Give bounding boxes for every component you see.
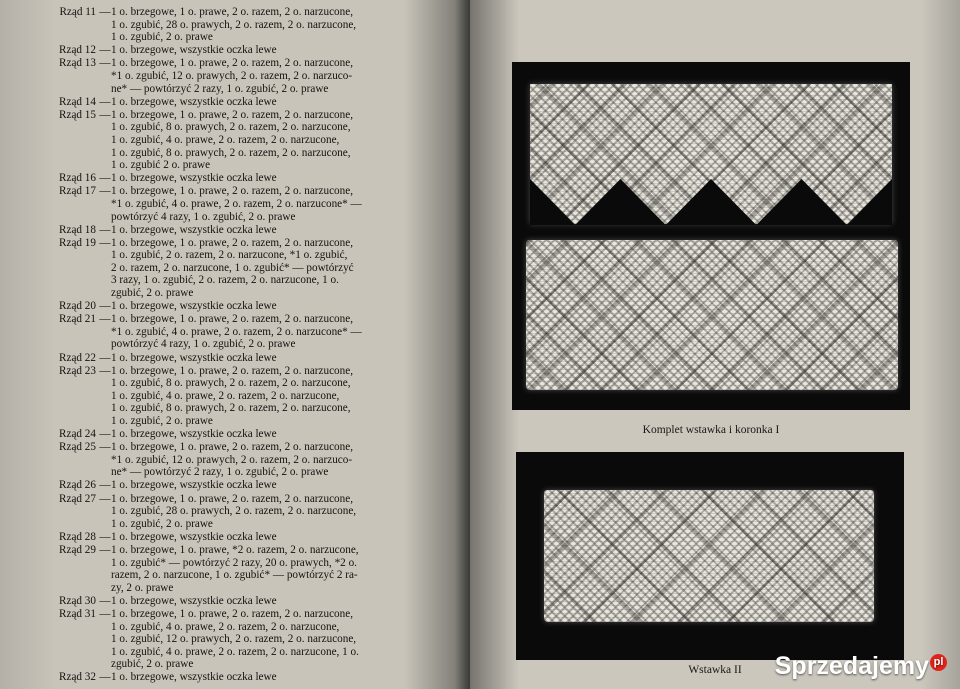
- photo-plate-2: [516, 452, 904, 660]
- instruction-row: [10, 300, 452, 313]
- instruction-row: [10, 109, 452, 172]
- instruction-line: 1 o. zgubić, 4 o. prawe, 2 o. razem, 2 o. narzucone, 1 o.: [111, 645, 359, 658]
- photo-caption-2: Wstawka II: [688, 664, 742, 676]
- lace-swatch-koronka-1: [530, 84, 892, 224]
- instruction-line: 1 o. brzegowe, 1 o. prawe, 2 o. razem, 2 o. narzucone,: [111, 236, 353, 249]
- watermark-sprzedajemy: [775, 652, 946, 681]
- instruction-line: 1 o. brzegowe, 1 o. prawe, 2 o. razem, 2 o. narzucone,: [111, 313, 353, 326]
- instruction-row-dash: —: [99, 671, 111, 684]
- instruction-row-text: [111, 57, 452, 95]
- instruction-row-dash: —: [99, 108, 111, 121]
- instruction-row: [10, 428, 452, 441]
- instruction-row: [10, 441, 452, 479]
- instruction-row-dash: —: [99, 44, 111, 57]
- instruction-row: [10, 313, 452, 351]
- instruction-line: 1 o. zgubić* — powtórzyć 2 razy, 20 o. prawych, *2 o.: [111, 556, 357, 569]
- instruction-line: 1 o. zgubić, 4 o. prawe, 2 o. razem, 2 o. narzucone,: [111, 620, 340, 633]
- instruction-row-dash: —: [99, 223, 111, 236]
- instruction-row-dash: —: [99, 441, 111, 454]
- instruction-row-dash: —: [99, 6, 111, 18]
- instruction-line: powtórzyć 4 razy, 1 o. zgubić, 2 o. prawe: [111, 338, 296, 351]
- instruction-row-label: Rząd 29: [59, 543, 96, 556]
- instruction-line: 1 o. brzegowe, 1 o. prawe, 2 o. razem, 2 o. narzucone,: [111, 108, 353, 121]
- instruction-row-label: Rząd 23: [59, 364, 96, 377]
- instruction-row: [10, 6, 452, 44]
- instruction-row-dash: —: [99, 313, 111, 326]
- instruction-line: *1 o. zgubić, 4 o. prawe, 2 o. razem, 2 o. narzucone* —: [111, 325, 362, 338]
- instruction-line: 1 o. brzegowe, 1 o. prawe, 2 o. razem, 2 o. narzucone,: [111, 607, 353, 620]
- instruction-row-label: Rząd 15: [59, 108, 96, 121]
- instruction-row-text: [111, 595, 452, 608]
- instruction-row-dash: —: [99, 185, 111, 198]
- instruction-row-dash: —: [99, 492, 111, 505]
- instruction-row: [10, 44, 452, 57]
- instruction-row-text: [111, 172, 452, 185]
- instruction-line: 1 o. brzegowe, wszystkie oczka lewe: [111, 44, 277, 57]
- instruction-row-text: [111, 300, 452, 313]
- instruction-row: [10, 172, 452, 185]
- instruction-line: ne* — powtórzyć 2 razy, 1 o. zgubić, 2 o. prawe: [111, 466, 329, 479]
- instruction-line: 1 o. zgubić, 8 o. prawych, 2 o. razem, 2 o. narzucone,: [111, 402, 351, 415]
- right-photo-page: [470, 0, 960, 689]
- instruction-row-label: Rząd 22: [59, 351, 96, 364]
- instruction-row-label: Rząd 24: [59, 428, 96, 441]
- instruction-row-text: [111, 6, 452, 44]
- instruction-row-dash: —: [99, 300, 111, 313]
- instruction-row-text: [111, 313, 452, 351]
- instruction-row: [10, 237, 452, 300]
- instruction-row-label: Rząd 32: [59, 671, 96, 684]
- instruction-row-dash: —: [99, 594, 111, 607]
- instruction-row-text: [111, 109, 452, 172]
- instruction-row-dash: —: [99, 95, 111, 108]
- instruction-row-dash: —: [99, 543, 111, 556]
- instruction-line: 1 o. brzegowe, wszystkie oczka lewe: [111, 530, 277, 543]
- instruction-line: *1 o. zgubić, 4 o. prawe, 2 o. razem, 2 o. narzucone* —: [111, 197, 362, 210]
- instruction-line: 1 o. zgubić, 4 o. prawe, 2 o. razem, 2 o. narzucone,: [111, 133, 340, 146]
- instruction-row: [10, 479, 452, 492]
- instruction-row-text: [111, 671, 452, 684]
- instruction-row-label: Rząd 19: [59, 236, 96, 249]
- instruction-row-label: Rząd 20: [59, 300, 96, 313]
- instruction-line: zy, 2 o. prawe: [111, 581, 174, 594]
- instruction-row-text: [111, 441, 452, 479]
- instruction-row-label: Rząd 18: [59, 223, 96, 236]
- instruction-line: 1 o. zgubić, 2 o. razem, 2 o. narzucone, *1 o. zgubić,: [111, 249, 348, 262]
- instruction-row: [10, 365, 452, 428]
- instruction-row: [10, 531, 452, 544]
- instruction-row-text: [111, 531, 452, 544]
- instruction-row-label: Rząd 27: [59, 492, 96, 505]
- instruction-row-text: [111, 185, 452, 223]
- instruction-line: 1 o. brzegowe, 1 o. prawe, 2 o. razem, 2 o. narzucone,: [111, 185, 353, 198]
- instruction-line: 1 o. brzegowe, 1 o. prawe, 2 o. razem, 2 o. narzucone,: [111, 6, 353, 18]
- instruction-row: [10, 185, 452, 223]
- instruction-row-dash: —: [99, 364, 111, 377]
- instruction-row: [10, 224, 452, 237]
- instruction-line: 1 o. brzegowe, wszystkie oczka lewe: [111, 428, 277, 441]
- instruction-line: 1 o. zgubić, 2 o. prawe: [111, 517, 213, 530]
- instruction-line: 1 o. brzegowe, wszystkie oczka lewe: [111, 300, 277, 313]
- instruction-row-label: Rząd 14: [59, 95, 96, 108]
- instruction-line: 1 o. zgubić, 8 o. prawych, 2 o. razem, 2 o. narzucone,: [111, 146, 351, 159]
- instruction-line: 1 o. brzegowe, wszystkie oczka lewe: [111, 223, 277, 236]
- instruction-row-label: Rząd 28: [59, 530, 96, 543]
- instruction-line: 1 o. brzegowe, wszystkie oczka lewe: [111, 172, 277, 185]
- instruction-row-dash: —: [99, 172, 111, 185]
- photo-caption-1: Komplet wstawka i koronka I: [642, 424, 780, 436]
- instruction-row-text: [111, 428, 452, 441]
- instruction-row-label: Rząd 25: [59, 441, 96, 454]
- instruction-line: 1 o. brzegowe, wszystkie oczka lewe: [111, 351, 277, 364]
- instruction-line: zgubić, 2 o. prawe: [111, 658, 194, 671]
- photo-plate-1: [512, 62, 910, 410]
- instruction-line: 1 o. brzegowe, wszystkie oczka lewe: [111, 671, 277, 684]
- instruction-line: 1 o. zgubić, 12 o. prawych, 2 o. razem, 2 o. narzucone,: [111, 633, 357, 646]
- lace-swatch-wstawka-2: [544, 490, 874, 622]
- instruction-row: [10, 544, 452, 594]
- instruction-row: [10, 96, 452, 109]
- lace-diamond-motif: [526, 240, 898, 390]
- instruction-line: 1 o. brzegowe, wszystkie oczka lewe: [111, 95, 277, 108]
- instruction-row-label: Rząd 16: [59, 172, 96, 185]
- instruction-row-label: Rząd 17: [59, 185, 96, 198]
- instruction-line: 1 o. zgubić, 8 o. prawych, 2 o. razem, 2 o. narzucone,: [111, 121, 351, 134]
- instruction-row-dash: —: [99, 351, 111, 364]
- instruction-line: 1 o. zgubić, 4 o. prawe, 2 o. razem, 2 o. narzucone,: [111, 389, 340, 402]
- instruction-row-list: [10, 6, 452, 684]
- instruction-row-text: [111, 493, 452, 531]
- instruction-row: [10, 608, 452, 671]
- instruction-line: powtórzyć 4 razy, 1 o. zgubić, 2 o. prawe: [111, 210, 296, 223]
- instruction-line: *1 o. zgubić, 12 o. prawych, 2 o. razem, 2 o. narzuco-: [111, 453, 353, 466]
- instruction-row-text: [111, 352, 452, 365]
- watermark-text: Sprzedajemy: [774, 652, 929, 680]
- instruction-line: 1 o. brzegowe, 1 o. prawe, 2 o. razem, 2 o. narzucone,: [111, 492, 353, 505]
- instruction-line: 1 o. brzegowe, 1 o. prawe, 2 o. razem, 2 o. narzucone,: [111, 364, 353, 377]
- instruction-line: 1 o. brzegowe, wszystkie oczka lewe: [111, 594, 277, 607]
- left-text-page: [0, 0, 470, 689]
- instruction-row-text: [111, 608, 452, 671]
- instruction-row-text: [111, 237, 452, 300]
- instruction-line: 1 o. brzegowe, 1 o. prawe, 2 o. razem, 2 o. narzucone,: [111, 57, 353, 70]
- instruction-row-text: [111, 96, 452, 109]
- instruction-line: ne* — powtórzyć 2 razy, 1 o. zgubić, 2 o. prawe: [111, 82, 329, 95]
- instruction-row-text: [111, 544, 452, 594]
- instruction-line: 1 o. zgubić, 28 o. prawych, 2 o. razem, 2 o. narzucone,: [111, 18, 357, 31]
- instruction-row-text: [111, 224, 452, 237]
- instruction-row-label: Rząd 11: [59, 6, 96, 18]
- instruction-row: [10, 57, 452, 95]
- instruction-row: [10, 595, 452, 608]
- instruction-row-label: Rząd 26: [59, 479, 96, 492]
- instruction-row-dash: —: [99, 236, 111, 249]
- instruction-row-label: Rząd 13: [59, 57, 96, 70]
- instruction-row-label: Rząd 12: [59, 44, 96, 57]
- instruction-line: 1 o. zgubić, 28 o. prawych, 2 o. razem, 2 o. narzucone,: [111, 505, 357, 518]
- instruction-line: 1 o. brzegowe, 1 o. prawe, *2 o. razem, 2 o. narzucone,: [111, 543, 359, 556]
- instruction-line: *1 o. zgubić, 12 o. prawych, 2 o. razem, 2 o. narzuco-: [111, 69, 353, 82]
- instruction-line: 1 o. zgubić, 8 o. prawych, 2 o. razem, 2 o. narzucone,: [111, 377, 351, 390]
- instruction-line: 3 razy, 1 o. zgubić, 2 o. razem, 2 o. narzucone, 1 o.: [111, 274, 339, 287]
- instruction-row-dash: —: [99, 57, 111, 70]
- instruction-line: 1 o. brzegowe, 1 o. prawe, 2 o. razem, 2 o. narzucone,: [111, 441, 353, 454]
- instruction-line: 1 o. zgubić, 2 o. prawe: [111, 415, 213, 427]
- instruction-row: [10, 671, 452, 684]
- instruction-row-text: [111, 365, 452, 428]
- instruction-row-dash: —: [99, 607, 111, 620]
- instruction-row-label: Rząd 30: [59, 594, 96, 607]
- instruction-line: 1 o. zgubić, 2 o. prawe: [111, 31, 213, 44]
- watermark-suffix: pl: [930, 654, 947, 671]
- instruction-line: 1 o. brzegowe, wszystkie oczka lewe: [111, 479, 277, 492]
- instruction-line: razem, 2 o. narzucone, 1 o. zgubić* — powtórzyć 2 ra-: [111, 569, 358, 582]
- instruction-row-label: Rząd 31: [59, 607, 96, 620]
- instruction-row-dash: —: [99, 530, 111, 543]
- instruction-row-dash: —: [99, 479, 111, 492]
- instruction-row-label: Rząd 21: [59, 313, 96, 326]
- instruction-row: [10, 352, 452, 365]
- instruction-row: [10, 493, 452, 531]
- instruction-line: zgubić, 2 o. prawe: [111, 287, 194, 300]
- instruction-row-text: [111, 479, 452, 492]
- instruction-row-text: [111, 44, 452, 57]
- instruction-line: 2 o. razem, 2 o. narzucone, 1 o. zgubić* — powtórzyć: [111, 261, 354, 274]
- lace-diamond-motif: [544, 490, 874, 622]
- lace-swatch-wstawka-1: [526, 240, 898, 390]
- instruction-line: 1 o. zgubić 2 o. prawe: [111, 159, 211, 172]
- instruction-row-dash: —: [99, 428, 111, 441]
